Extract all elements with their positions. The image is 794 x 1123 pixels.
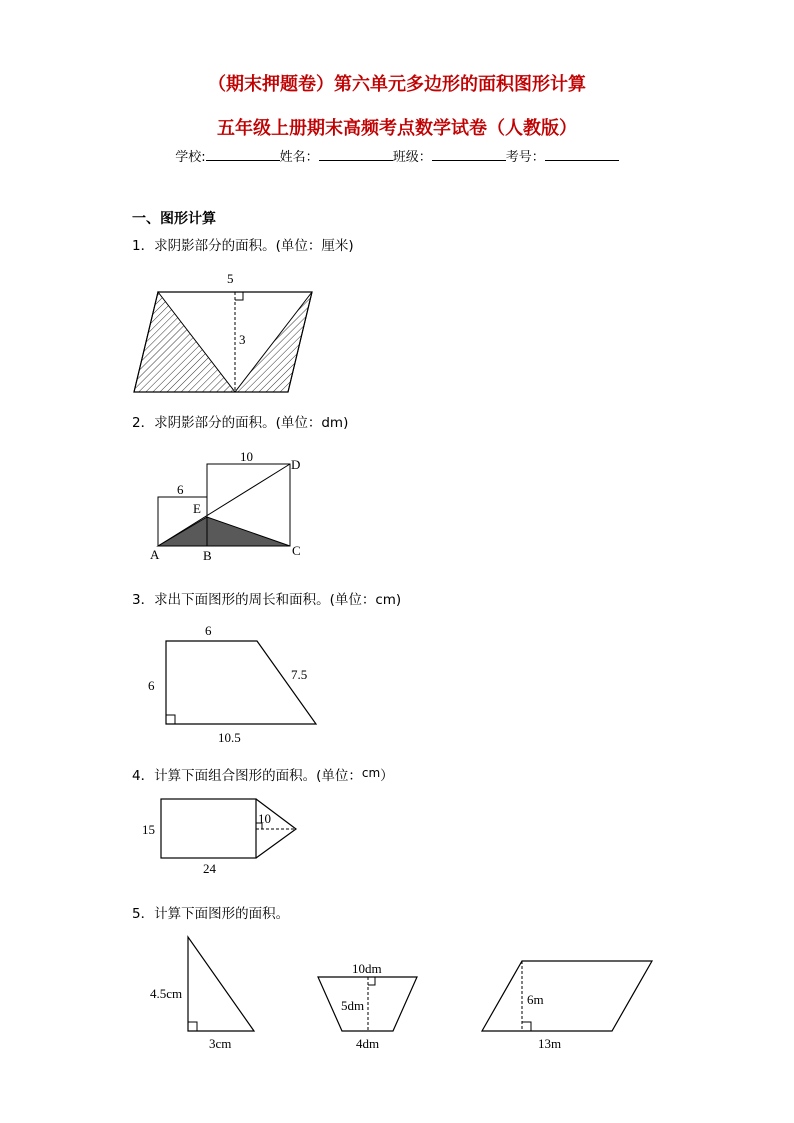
fig1-right-angle-mark xyxy=(235,292,243,300)
fig5c-height-label: 6m xyxy=(527,992,544,1007)
fig5b-bottom-label: 4dm xyxy=(356,1036,380,1051)
question-1-text: 1．求阴影部分的面积。(单位：厘米) xyxy=(132,238,354,254)
fig5-right-triangle xyxy=(188,937,254,1031)
fig2-top-label: 10 xyxy=(240,449,253,464)
fig3-right-angle-mark xyxy=(166,715,175,724)
fig5a-base-label: 3cm xyxy=(209,1036,232,1051)
fig2-shaded-triangle xyxy=(158,517,290,546)
exam-no-label: 考号： xyxy=(505,150,545,165)
fig4-height-label: 10 xyxy=(258,811,271,826)
fig5c-base-label: 13m xyxy=(538,1036,562,1051)
fig3-bottom-label: 10.5 xyxy=(218,730,241,745)
fig1-left-shaded-triangle xyxy=(134,292,235,392)
fig1-top-label: 5 xyxy=(227,271,234,286)
fig2-point-b: B xyxy=(203,548,212,563)
fig2-point-d: D xyxy=(291,457,301,472)
fig5b-height-label: 5dm xyxy=(341,998,365,1013)
figure-5-trapezoid xyxy=(318,961,417,1051)
question-3-text: 3．求出下面图形的周长和面积。(单位：cm) xyxy=(132,592,402,608)
fig4-bottom-label: 24 xyxy=(203,861,216,876)
fig4-rectangle xyxy=(161,799,256,858)
question-2-text: 2．求阴影部分的面积。(单位：dm) xyxy=(132,415,349,431)
figure-1 xyxy=(134,271,312,392)
figure-5-parallelogram xyxy=(482,961,652,1051)
fig2-point-e: E xyxy=(193,501,201,516)
question-4-main: 4．计算下面组合图形的面积。(单位： xyxy=(132,768,362,784)
fig3-trapezoid xyxy=(166,641,316,724)
figure-5-triangle xyxy=(150,937,254,1051)
figure-3 xyxy=(148,623,316,745)
fig3-slant-label: 7.5 xyxy=(291,667,308,682)
figure-2 xyxy=(150,449,301,563)
fig3-top-label: 6 xyxy=(205,623,212,638)
name-label: 姓名： xyxy=(279,150,319,165)
fig5-parallelogram xyxy=(482,961,652,1031)
fig3-left-label: 6 xyxy=(148,678,155,693)
class-label: 班级： xyxy=(392,150,432,165)
fig5a-right-angle-mark xyxy=(188,1022,197,1031)
figure-4 xyxy=(142,799,296,876)
fig4-left-label: 15 xyxy=(142,822,155,837)
title-line-2: 五年级上册期末高频考点数学试卷（人教版） xyxy=(217,118,577,139)
fig5b-top-label: 10dm xyxy=(352,961,382,976)
fig1-height-label: 3 xyxy=(239,332,246,347)
section-title: 一、图形计算 xyxy=(132,211,216,227)
fig5c-right-angle-mark xyxy=(522,1022,531,1031)
question-4-unit: cm xyxy=(361,766,381,780)
question-4-close: ） xyxy=(380,768,394,784)
fig5b-right-angle-mark xyxy=(368,977,375,985)
title-line-1: （期末押题卷）第六单元多边形的面积图形计算 xyxy=(208,74,586,95)
fig2-point-c: C xyxy=(292,543,301,558)
fig5a-height-label: 4.5cm xyxy=(150,986,183,1001)
question-5-text: 5．计算下面图形的面积。 xyxy=(132,906,290,922)
fig2-point-a: A xyxy=(150,547,160,562)
school-label: 学校: xyxy=(175,150,206,165)
fig2-side-label: 6 xyxy=(177,482,184,497)
